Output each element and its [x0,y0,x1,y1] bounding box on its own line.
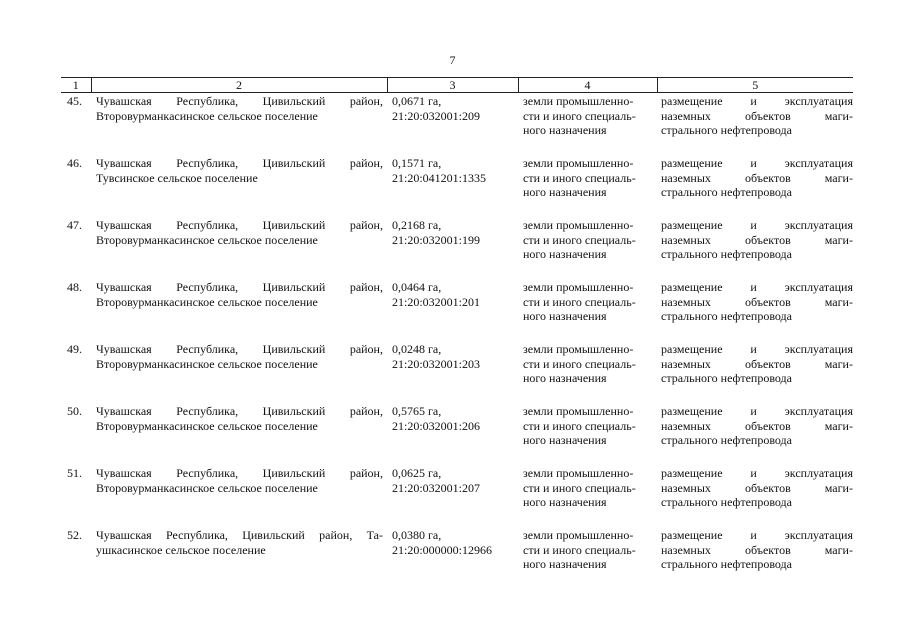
cadastral-number: 21:20:041201:1335 [392,170,487,185]
location-line-word: район, [349,218,383,232]
use-line [661,280,853,295]
location-line-word: район, [349,466,383,480]
column-header-4: 4 [518,78,657,93]
table-row [61,466,853,528]
row-number: 50. [67,404,82,418]
permitted-use-cell [657,93,853,157]
area-value: 0,0380 га, [392,528,442,542]
use-line [661,94,853,109]
location-line-word: Цивильский [262,342,326,356]
location-line-word: Цивильский [262,156,326,170]
location-line-word: Чувашская [96,280,152,294]
table-row [61,218,853,280]
column-header-3: 3 [387,78,518,93]
table-row [61,342,853,404]
area-cell [387,404,518,466]
category-line: сти и иного специаль- [523,232,636,247]
use-line [661,419,853,434]
use-line-word: эксплуатация [784,342,853,356]
column-header-2: 2 [91,78,387,93]
use-line [661,466,853,481]
area-value: 0,0671 га, [392,94,442,108]
category-line: сти и иного специаль- [523,108,636,123]
table-row [61,280,853,342]
row-number: 48. [67,280,82,294]
use-line-word: и [750,466,757,480]
use-line-word: наземных [661,542,711,557]
use-line-word: эксплуатация [784,528,853,542]
location-line-word: Чувашская [96,94,152,108]
area-cell [387,342,518,404]
location-line [96,528,383,543]
use-line-word: маги- [824,108,853,123]
use-line [661,543,853,558]
location-line: Второвурманкасинское сельское поселение [96,418,318,433]
area-cell [387,280,518,342]
use-line-word: размещение [661,218,723,232]
use-line-word: наземных [661,108,711,123]
area-cell [387,93,518,157]
land-category-cell [518,466,657,528]
use-line-word: размещение [661,280,723,294]
use-line-word: эксплуатация [784,156,853,170]
category-line: ного назначения [523,495,607,509]
location-line-word: Республика, [176,342,239,356]
location-line-word: Цивильский [262,466,326,480]
location-cell [91,218,387,280]
column-header-5: 5 [657,78,853,93]
land-category-cell [518,218,657,280]
use-line-word: наземных [661,170,711,185]
category-line: земли промышленно- [523,528,634,542]
use-line-word: и [750,342,757,356]
use-line: стрального нефтепровода [661,123,792,137]
location-line [96,156,383,171]
location-line-word: Цивильский [262,404,326,418]
use-line-word: объектов [744,170,791,185]
use-line-word: объектов [744,108,791,123]
use-line-word: эксплуатация [784,280,853,294]
use-line-word: и [750,94,757,108]
location-line-word: Цивильский [242,528,305,542]
category-line: земли промышленно- [523,466,634,480]
category-line: ного назначения [523,433,607,447]
use-line [661,481,853,496]
use-line-word: объектов [744,418,791,433]
use-line [661,109,853,124]
use-line-word: наземных [661,294,711,309]
location-line-word: Чувашская [96,528,152,542]
use-line-word: маги- [824,356,853,371]
area-cell [387,466,518,528]
use-line-word: маги- [824,170,853,185]
location-cell [91,342,387,404]
location-line [96,218,383,233]
table-body [61,93,853,591]
page-number: 7 [449,53,456,67]
area-value: 0,5765 га, [392,404,442,418]
use-line-word: объектов [744,480,791,495]
location-line-word: район, [349,342,383,356]
category-line: земли промышленно- [523,156,634,170]
cadastral-number: 21:20:032001:207 [392,480,481,495]
area-value: 0,1571 га, [392,156,442,170]
cadastral-number: 21:20:032001:199 [392,232,481,247]
use-line: стрального нефтепровода [661,371,792,385]
permitted-use-cell [657,218,853,280]
location-line-word: Республика, [176,94,239,108]
use-line-word: и [750,404,757,418]
location-line: Второвурманкасинское сельское поселение [96,108,318,123]
use-line-word: маги- [824,480,853,495]
use-line-word: наземных [661,232,711,247]
category-line: ного назначения [523,247,607,261]
row-number: 45. [67,94,82,108]
location-line-word: Чувашская [96,466,152,480]
area-value: 0,0248 га, [392,342,442,356]
use-line: стрального нефтепровода [661,557,792,571]
land-plots-table [61,77,853,590]
permitted-use-cell [657,528,853,590]
use-line-word: размещение [661,94,723,108]
use-line-word: объектов [744,542,791,557]
use-line-word: размещение [661,466,723,480]
column-header-1: 1 [61,78,91,93]
area-cell [387,156,518,218]
use-line [661,357,853,372]
use-line-word: наземных [661,356,711,371]
location-line [96,342,383,357]
row-number: 51. [67,466,82,480]
category-line: ного назначения [523,185,607,199]
location-line: Второвурманкасинское сельское поселение [96,232,318,247]
use-line-word: маги- [824,542,853,557]
location-cell [91,404,387,466]
use-line [661,233,853,248]
location-line-word: Цивильский [262,94,326,108]
permitted-use-cell [657,342,853,404]
use-line [661,218,853,233]
category-line: земли промышленно- [523,280,634,294]
use-line-word: наземных [661,418,711,433]
use-line-word: и [750,156,757,170]
use-line-word: объектов [744,294,791,309]
category-line: ного назначения [523,123,607,137]
use-line: стрального нефтепровода [661,433,792,447]
location-line-word: район, [349,280,383,294]
land-category-cell [518,528,657,590]
land-category-cell [518,342,657,404]
area-value: 0,0464 га, [392,280,442,294]
category-line: ного назначения [523,557,607,571]
location-line-word: Чувашская [96,342,152,356]
location-line: Тувсинское сельское поселение [96,170,258,185]
location-line: Второвурманкасинское сельское поселение [96,294,318,309]
cadastral-number: 21:20:032001:209 [392,108,481,123]
location-line-word: Чувашская [96,218,152,232]
location-line-word: район, [349,156,383,170]
category-line: сти и иного специаль- [523,480,636,495]
cadastral-number: 21:20:032001:201 [392,294,481,309]
location-line: ушкасинское сельское поселение [96,542,266,557]
use-line: стрального нефтепровода [661,309,792,323]
location-cell [91,280,387,342]
land-category-cell [518,404,657,466]
category-line: земли промышленно- [523,218,634,232]
use-line-word: размещение [661,528,723,542]
permitted-use-cell [657,280,853,342]
use-line-word: маги- [824,418,853,433]
row-number: 46. [67,156,82,170]
table-row [61,404,853,466]
cadastral-number: 21:20:032001:203 [392,356,481,371]
use-line [661,295,853,310]
use-line [661,342,853,357]
use-line [661,528,853,543]
land-category-cell [518,93,657,157]
location-line-word: район, [319,528,353,542]
use-line [661,171,853,186]
area-cell [387,218,518,280]
location-line-word: Республика, [176,466,239,480]
use-line: стрального нефтепровода [661,495,792,509]
use-line [661,404,853,419]
category-line: земли промышленно- [523,342,634,356]
category-line: сти и иного специаль- [523,170,636,185]
use-line-word: размещение [661,404,723,418]
location-line [96,94,383,109]
location-line-word: район, [349,404,383,418]
permitted-use-cell [657,156,853,218]
row-number: 49. [67,342,82,356]
location-line-word: Чувашская [96,156,152,170]
category-line: ного назначения [523,309,607,323]
location-line-word: Республика, [176,404,239,418]
category-line: сти и иного специаль- [523,294,636,309]
area-value: 0,2168 га, [392,218,442,232]
location-line-word: Чувашская [96,404,152,418]
table-row [61,156,853,218]
location-line-word: Цивильский [262,280,326,294]
location-line: Второвурманкасинское сельское поселение [96,356,318,371]
location-cell [91,93,387,157]
use-line-word: маги- [824,232,853,247]
category-line: земли промышленно- [523,94,634,108]
location-line [96,404,383,419]
area-value: 0,0625 га, [392,466,442,480]
use-line-word: и [750,528,757,542]
use-line-word: эксплуатация [784,466,853,480]
use-line-word: эксплуатация [784,218,853,232]
cadastral-number: 21:20:000000:12966 [392,542,493,557]
location-line-word: Республика, [176,280,239,294]
use-line-word: наземных [661,480,711,495]
permitted-use-cell [657,404,853,466]
location-line-word: Та- [366,528,383,542]
use-line: стрального нефтепровода [661,185,792,199]
use-line-word: и [750,280,757,294]
land-category-cell [518,280,657,342]
category-line: земли промышленно- [523,404,634,418]
table-row [61,528,853,590]
location-line-word: район, [349,94,383,108]
use-line: стрального нефтепровода [661,247,792,261]
location-line-word: Республика, [176,156,239,170]
use-line-word: объектов [744,232,791,247]
use-line [661,156,853,171]
category-line: сти и иного специаль- [523,542,636,557]
location-line-word: Цивильский [262,218,326,232]
use-line-word: эксплуатация [784,404,853,418]
use-line-word: маги- [824,294,853,309]
location-line: Второвурманкасинское сельское поселение [96,480,318,495]
column-number-row [61,78,853,93]
category-line: сти и иного специаль- [523,418,636,433]
cadastral-number: 21:20:032001:206 [392,418,481,433]
land-category-cell [518,156,657,218]
use-line-word: размещение [661,342,723,356]
location-cell [91,466,387,528]
category-line: ного назначения [523,371,607,385]
category-line: сти и иного специаль- [523,356,636,371]
table-row [61,93,853,157]
use-line-word: размещение [661,156,723,170]
use-line-word: эксплуатация [784,94,853,108]
location-line [96,466,383,481]
use-line-word: объектов [744,356,791,371]
location-cell [91,156,387,218]
row-number: 47. [67,218,82,232]
location-line [96,280,383,295]
permitted-use-cell [657,466,853,528]
area-cell [387,528,518,590]
location-cell [91,528,387,590]
location-line-word: Республика, [176,218,239,232]
row-number: 52. [67,528,82,542]
use-line-word: и [750,218,757,232]
location-line-word: Республика, [166,528,228,542]
